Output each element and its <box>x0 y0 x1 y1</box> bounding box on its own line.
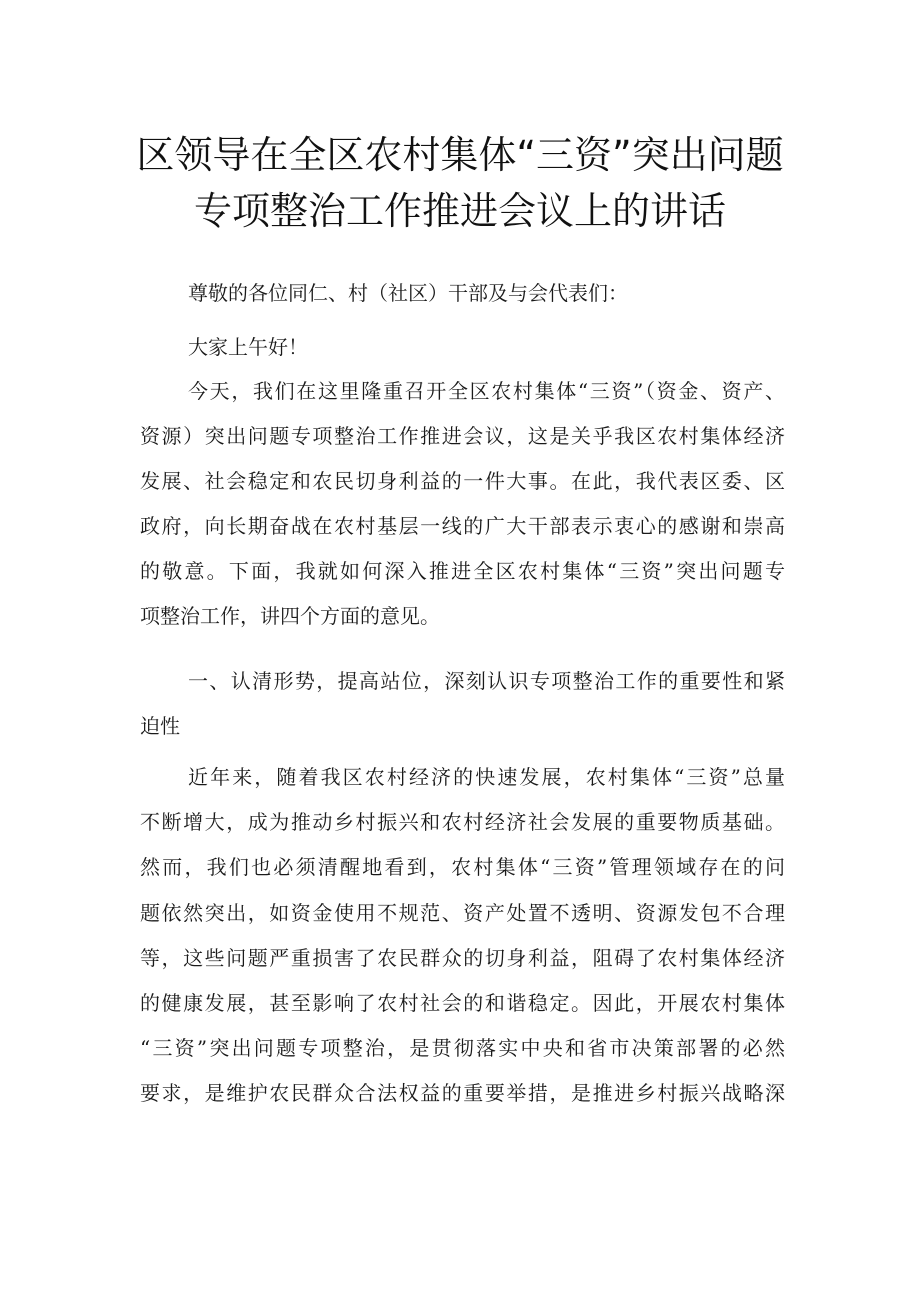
section-heading-line: 迫性 <box>140 714 180 738</box>
paragraph-line: 发展、社会稳定和农民切身利益的一件大事。在此，我代表区委、区 <box>140 469 785 493</box>
salutation: 尊敬的各位同仁、村（社区）干部及与会代表们： <box>188 281 628 305</box>
title-line-1: 区领导在全区农村集体“三资”突出问题 <box>136 133 784 177</box>
paragraph-line: 等，这些问题严重损害了农民群众的切身利益，阻碍了农村集体经济 <box>140 946 785 970</box>
paragraph-line: 项整治工作，讲四个方面的意见。 <box>140 604 440 628</box>
paragraph-line: 的健康发展，甚至影响了农村社会的和谐稳定。因此，开展农村集体 <box>140 991 785 1015</box>
paragraph-line: 不断增大，成为推动乡村振兴和农村经济社会发展的重要物质基础。 <box>140 810 785 834</box>
paragraph-line: 然而，我们也必须清醒地看到，农村集体“三资”管理领域存在的问 <box>140 855 785 879</box>
paragraph-line: 政府，向长期奋战在农村基层一线的广大干部表示衷心的感谢和崇高 <box>140 514 785 538</box>
paragraph-line: 近年来，随着我区农村经济的快速发展，农村集体“三资”总量 <box>188 765 785 789</box>
paragraph-line: 要求，是维护农民群众合法权益的重要举措，是推进乡村振兴战略深 <box>140 1081 785 1105</box>
paragraph-line: 的敬意。下面，我就如何深入推进全区农村集体“三资”突出问题专 <box>140 559 785 583</box>
greeting: 大家上午好！ <box>188 335 308 359</box>
section-heading-line: 一、认清形势，提高站位，深刻认识专项整治工作的重要性和紧 <box>188 669 785 693</box>
paragraph-line: 资源）突出问题专项整治工作推进会议，这是关乎我区农村集体经济 <box>140 424 785 448</box>
paragraph-line: 今天，我们在这里隆重召开全区农村集体“三资”（资金、资产、 <box>188 379 785 403</box>
paragraph-line: 题依然突出，如资金使用不规范、资产处置不透明、资源发包不合理 <box>140 901 785 925</box>
title-line-2: 专项整治工作推进会议上的讲话 <box>193 189 726 233</box>
paragraph-line: “三资”突出问题专项整治，是贯彻落实中央和省市决策部署的必然 <box>140 1036 785 1060</box>
